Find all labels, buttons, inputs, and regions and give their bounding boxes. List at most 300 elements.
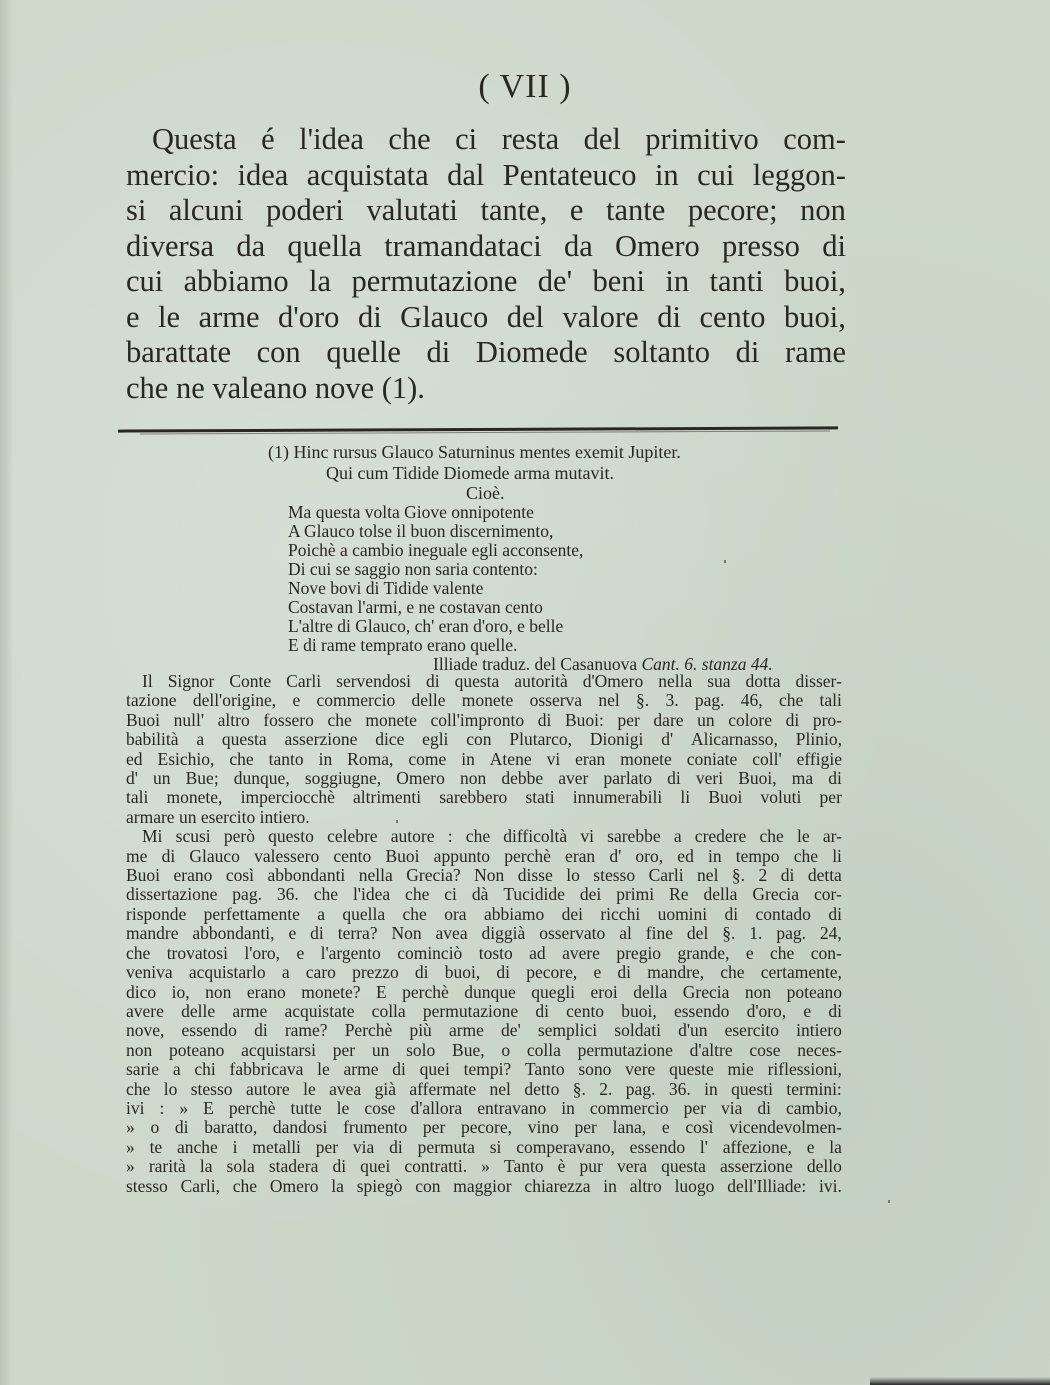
word: 3. <box>665 690 679 711</box>
word: rarità <box>148 1156 186 1177</box>
word: di <box>389 1136 403 1157</box>
word: le <box>303 1078 316 1099</box>
word: buoi, <box>621 1000 657 1021</box>
word: Grecia <box>682 981 730 1002</box>
word: Roma, <box>347 748 394 769</box>
word: e <box>292 690 301 711</box>
word: vi <box>546 748 561 769</box>
word: ar- <box>822 826 842 847</box>
word: frumento <box>343 1117 408 1138</box>
word: questa <box>221 729 267 750</box>
word: per <box>819 787 842 808</box>
word: che <box>770 942 795 963</box>
word: che <box>405 884 430 905</box>
word: dunque <box>464 981 516 1002</box>
word: un <box>153 768 171 789</box>
word: Atene <box>489 748 532 769</box>
word: servendosi <box>336 671 411 691</box>
word: del <box>583 122 621 156</box>
word: buoi, <box>444 962 481 983</box>
word: egli <box>422 729 449 750</box>
word: via <box>352 1136 375 1157</box>
word: valutati <box>366 193 458 227</box>
word: questa <box>661 1156 706 1177</box>
word: permutazione <box>422 1000 519 1021</box>
word: di <box>822 228 846 263</box>
word: pag. <box>776 923 806 944</box>
footnote-latin-line-1: (1) Hinc rursus Glauco Saturninus mentes exemit Jupiter. <box>268 442 681 462</box>
word: anche <box>177 1136 218 1157</box>
word: asserzione <box>719 1156 793 1177</box>
word: e <box>296 942 305 963</box>
word: di <box>357 299 382 334</box>
word: ci <box>455 122 478 156</box>
word: neces- <box>797 1039 842 1060</box>
word: veri <box>695 768 724 789</box>
word: non <box>800 193 846 227</box>
word: non <box>205 981 232 1002</box>
word: Buoi <box>126 865 161 886</box>
word: appunto <box>433 845 491 866</box>
word: grande, <box>677 942 730 963</box>
word: altro <box>629 1175 662 1196</box>
page-number: ( VII ) <box>478 68 572 105</box>
word: per <box>683 1097 706 1118</box>
word: acquistarlo <box>188 962 266 983</box>
verse-line: A Glauco tolse il buon discernimento, <box>288 521 554 541</box>
word: che <box>126 1078 151 1099</box>
word: nel <box>697 865 719 886</box>
word: veniva <box>126 962 173 983</box>
word: Non <box>391 923 422 944</box>
word: in <box>708 845 722 866</box>
word: E <box>203 1097 214 1118</box>
body-line <box>126 1060 842 1079</box>
word: che <box>402 903 427 924</box>
word: a <box>196 729 205 750</box>
word: stesso <box>593 865 636 886</box>
word: di <box>174 1117 189 1138</box>
word: più <box>409 1020 432 1041</box>
main-paragraph-line <box>126 193 846 229</box>
word: autorità <box>514 671 568 691</box>
word: fine <box>645 923 673 944</box>
word: abbiamo <box>183 264 289 298</box>
word: così <box>685 1117 714 1138</box>
word: dico <box>126 981 157 1002</box>
body-line <box>126 1041 842 1060</box>
word: dello <box>806 1156 842 1177</box>
word: permutazione <box>577 1039 673 1060</box>
word: di <box>828 1000 842 1021</box>
verse-line: L'altre di Glauco, ch' eran d'oro, e belle <box>288 616 564 636</box>
word: dell'Illiade: <box>727 1175 807 1196</box>
word: la <box>309 264 332 298</box>
word: erano <box>173 865 213 886</box>
word: di <box>735 335 760 369</box>
word: a <box>673 826 682 847</box>
word: cento <box>333 845 372 866</box>
word: in <box>704 1078 718 1099</box>
word: Carli <box>286 671 322 691</box>
word: l'idea <box>352 884 391 905</box>
word: beni <box>592 264 645 298</box>
word: quella <box>342 903 386 924</box>
word: d'Omero <box>582 671 644 691</box>
main-paragraph-line <box>126 335 846 371</box>
word: di <box>332 1156 347 1177</box>
word: cominciò <box>397 942 463 963</box>
word: Tucidide <box>503 884 565 905</box>
word: essendo <box>673 1000 730 1021</box>
word: con <box>466 729 492 750</box>
word: poteano <box>786 981 842 1002</box>
word: » <box>481 1156 490 1177</box>
word: : <box>159 1097 165 1118</box>
word: le <box>336 1097 350 1118</box>
word: primitivo <box>645 122 759 156</box>
body-line <box>126 1080 842 1099</box>
word: perchè <box>402 981 449 1002</box>
word: d'oro, <box>746 1000 787 1021</box>
verse-line: Nove bovi di Tidide valente <box>288 578 484 598</box>
word: da <box>236 228 266 263</box>
word: debbe <box>501 768 544 789</box>
word: che <box>778 690 804 711</box>
word: commercio <box>316 690 396 711</box>
word: di <box>537 709 552 730</box>
word: disser- <box>795 671 842 691</box>
word: in <box>561 1097 575 1118</box>
word: di <box>535 1000 549 1021</box>
word: Diomede <box>475 335 588 369</box>
footnote-latin-line-2: Qui cum Tidide Diomede arma mutavit. <box>326 463 614 483</box>
word: la <box>829 1136 842 1157</box>
word: Plutarco, <box>509 729 573 750</box>
word: Grecia? <box>406 865 461 886</box>
word: di <box>828 903 842 924</box>
body-line <box>126 730 842 749</box>
word: di <box>496 962 511 983</box>
word: cui <box>126 264 164 298</box>
attribution-source: Illiade traduz. del Casanuova <box>433 654 638 674</box>
word: oro, <box>635 845 664 866</box>
word: del <box>506 299 545 334</box>
word: ed <box>677 845 694 866</box>
word: dell'origine, <box>192 690 277 711</box>
word: si <box>489 1136 502 1157</box>
word: ed <box>126 748 143 769</box>
word: voluti <box>760 787 802 808</box>
word: lo <box>163 1078 178 1099</box>
page-left-edge <box>0 0 12 1385</box>
word: stesso <box>126 1175 168 1196</box>
word: me <box>126 845 148 866</box>
word: aver <box>558 768 589 789</box>
word: dandosi <box>272 1117 328 1138</box>
word: Buoi <box>126 709 161 730</box>
word: sua <box>707 671 731 691</box>
word: è <box>557 1156 566 1177</box>
word: asserzione <box>284 729 358 750</box>
word: delle <box>181 1000 216 1021</box>
word: per <box>332 1039 356 1060</box>
word: tanti <box>709 264 764 298</box>
word: con <box>415 1175 441 1196</box>
word: » <box>126 1117 135 1138</box>
word: via <box>720 1097 743 1118</box>
word: tempi? <box>463 1059 512 1080</box>
main-paragraph-line: che ne valeano nove (1). <box>126 370 425 405</box>
word: l'argento <box>320 942 381 963</box>
word: Tanto <box>503 1156 544 1177</box>
verse-line: Di cui se saggio non saria contento: <box>288 559 538 579</box>
word: e <box>661 1117 670 1138</box>
word: pecore, <box>526 962 578 983</box>
word: difficoltà <box>503 826 568 847</box>
word: Buoi <box>708 787 743 808</box>
word: per <box>422 1117 446 1138</box>
word: permutazione <box>351 264 518 298</box>
word: alcuni <box>168 193 244 227</box>
word: eran <box>565 845 596 866</box>
word: d' <box>609 845 622 866</box>
main-paragraph <box>126 122 846 406</box>
word: Buoi: <box>564 709 604 730</box>
body-line <box>126 905 842 924</box>
word: per <box>574 1117 597 1138</box>
word: Carli, <box>180 1175 220 1196</box>
word: li <box>680 787 691 808</box>
word: ivi. <box>819 1175 842 1196</box>
attribution-canto: Cant. 6. stanza 44. <box>641 654 773 674</box>
word: perfettamente <box>203 903 300 924</box>
word: dissertazione <box>126 884 218 905</box>
word: barattate <box>126 335 231 369</box>
word: affezione, <box>722 1136 792 1157</box>
body-line <box>126 769 842 788</box>
word: essendo <box>629 1136 686 1157</box>
word: prezzo <box>352 962 399 983</box>
word: certamente, <box>760 962 842 983</box>
word: che <box>759 826 784 847</box>
word: fossero <box>263 709 314 730</box>
word: acquistarsi <box>241 1039 316 1060</box>
word: e <box>803 1000 812 1021</box>
word: abbondanti <box>267 865 346 886</box>
word: delle <box>411 690 446 711</box>
word: che <box>126 942 151 963</box>
word: e <box>126 299 140 334</box>
word: di <box>426 335 451 369</box>
word: come <box>408 748 447 769</box>
main-paragraph-line <box>126 229 846 265</box>
word: 2. <box>599 1078 613 1099</box>
word: colla <box>526 1039 561 1060</box>
word: un <box>371 1039 390 1060</box>
word: riflessioni, <box>767 1059 842 1080</box>
word: poteano <box>169 1039 225 1060</box>
word: Bue; <box>185 768 219 789</box>
word: di <box>161 845 176 866</box>
word: sarebbero <box>439 787 508 808</box>
body-line <box>126 750 842 769</box>
body-line <box>126 885 842 904</box>
word: Bue, <box>452 1039 485 1060</box>
word: fabbricava <box>229 1059 304 1080</box>
word: metalli <box>252 1136 301 1157</box>
word: idea <box>237 157 289 192</box>
word: tanto <box>268 748 304 769</box>
word: imperciocchè <box>240 787 335 808</box>
word: quei <box>360 1156 391 1177</box>
word: con- <box>810 942 842 963</box>
paper-speck <box>724 560 726 563</box>
word: eroi <box>590 981 618 1002</box>
word: mandre, <box>647 962 705 983</box>
word: già <box>374 1078 396 1099</box>
word: cose <box>749 1039 781 1060</box>
word: abbiamo <box>483 903 545 924</box>
word: nella <box>358 865 393 886</box>
word: a <box>281 962 290 983</box>
word: Pentateuco <box>502 157 637 192</box>
word: 36. <box>668 1078 691 1099</box>
word: credere <box>694 826 747 847</box>
word: d'altre <box>689 1039 733 1060</box>
word: babilità <box>126 729 179 750</box>
word: 46, <box>740 690 763 711</box>
word: stesso <box>190 1078 233 1099</box>
body-line <box>126 983 842 1002</box>
word: ad <box>529 942 546 963</box>
body-line <box>126 1099 842 1118</box>
word: monete? <box>301 981 361 1002</box>
word: non <box>744 981 772 1002</box>
word: tosto <box>478 942 513 963</box>
word: é <box>261 122 275 156</box>
word: li <box>832 845 842 866</box>
word: celebre <box>327 826 378 847</box>
word: la <box>199 1156 213 1177</box>
word: sono <box>578 1059 612 1080</box>
page-bottom-shadow <box>870 1377 1050 1385</box>
word: contratti. <box>404 1156 468 1177</box>
word: » <box>126 1136 135 1157</box>
word: di <box>785 709 800 730</box>
body-line <box>126 691 842 710</box>
word: pag. <box>694 690 725 711</box>
word: diversa <box>126 228 215 263</box>
word: non <box>126 1039 153 1060</box>
word: abbondanti, <box>192 923 275 944</box>
word: arme <box>343 1059 379 1080</box>
word: quegli <box>531 981 576 1002</box>
word: avea <box>329 1078 362 1099</box>
footnote-verse <box>288 503 583 655</box>
word: soggiugne, <box>304 768 382 789</box>
word: cento <box>699 299 766 334</box>
word: Glauco <box>189 845 240 866</box>
word: di <box>254 1020 268 1041</box>
word: uomini <box>657 903 708 924</box>
word: e <box>593 962 602 983</box>
word: spiegò <box>356 1175 403 1196</box>
word: acquistate <box>284 1000 355 1021</box>
word: questo <box>268 826 314 847</box>
word: ricchi <box>600 903 641 924</box>
word: osserva <box>529 690 583 711</box>
word: del <box>686 923 709 944</box>
word: sarebbe <box>607 826 661 847</box>
word: luogo <box>674 1175 715 1196</box>
word: di <box>667 768 681 789</box>
word: di <box>425 671 440 691</box>
word: terra? <box>337 923 378 944</box>
word: Omero <box>269 1175 319 1196</box>
word: 36. <box>276 884 299 905</box>
word: Plinio, <box>795 729 842 750</box>
word: Omero <box>396 768 445 789</box>
word: chiarezza <box>524 1175 591 1196</box>
word: al <box>619 923 632 944</box>
body-line <box>126 788 842 807</box>
word: Buoi, <box>738 768 777 789</box>
word: Buoi <box>385 845 420 866</box>
word: contado <box>755 903 811 924</box>
word: che <box>229 748 254 769</box>
word: colore <box>728 709 772 730</box>
word: dei <box>561 903 583 924</box>
word: Tanto <box>524 1059 565 1080</box>
verse-line: Costavan l'armi, e ne costavan cento <box>288 597 543 617</box>
word: le <box>317 1059 330 1080</box>
word: che <box>388 122 431 156</box>
word: effigie <box>796 748 842 769</box>
word: da <box>563 228 593 263</box>
word: perchè <box>228 1097 276 1118</box>
word: d'allora <box>410 1097 463 1118</box>
word: d'un <box>678 1020 708 1041</box>
word: dare <box>653 709 684 730</box>
word: commercio <box>589 1097 669 1118</box>
word: valessero <box>254 845 320 866</box>
word: in <box>654 157 679 192</box>
word: a <box>317 903 326 924</box>
word: nel <box>598 690 620 711</box>
word: non <box>459 768 487 789</box>
word: coniate <box>686 748 738 769</box>
word: detta <box>807 865 842 886</box>
word: §. <box>636 690 650 711</box>
word: quei <box>419 1059 450 1080</box>
word: per <box>315 1136 339 1157</box>
word: : <box>447 826 453 847</box>
word: d' <box>661 729 674 750</box>
word: vi <box>580 826 594 847</box>
word: cento <box>566 1000 605 1021</box>
body-line <box>126 1157 842 1176</box>
body-line <box>126 1177 842 1196</box>
word: avere <box>562 942 600 963</box>
body-line <box>126 847 842 866</box>
word: E <box>375 981 387 1002</box>
word: di <box>392 1059 406 1080</box>
word: affermate <box>409 1078 477 1099</box>
word: e <box>745 942 754 963</box>
word: caro <box>305 962 336 983</box>
word: stadera <box>268 1156 319 1177</box>
